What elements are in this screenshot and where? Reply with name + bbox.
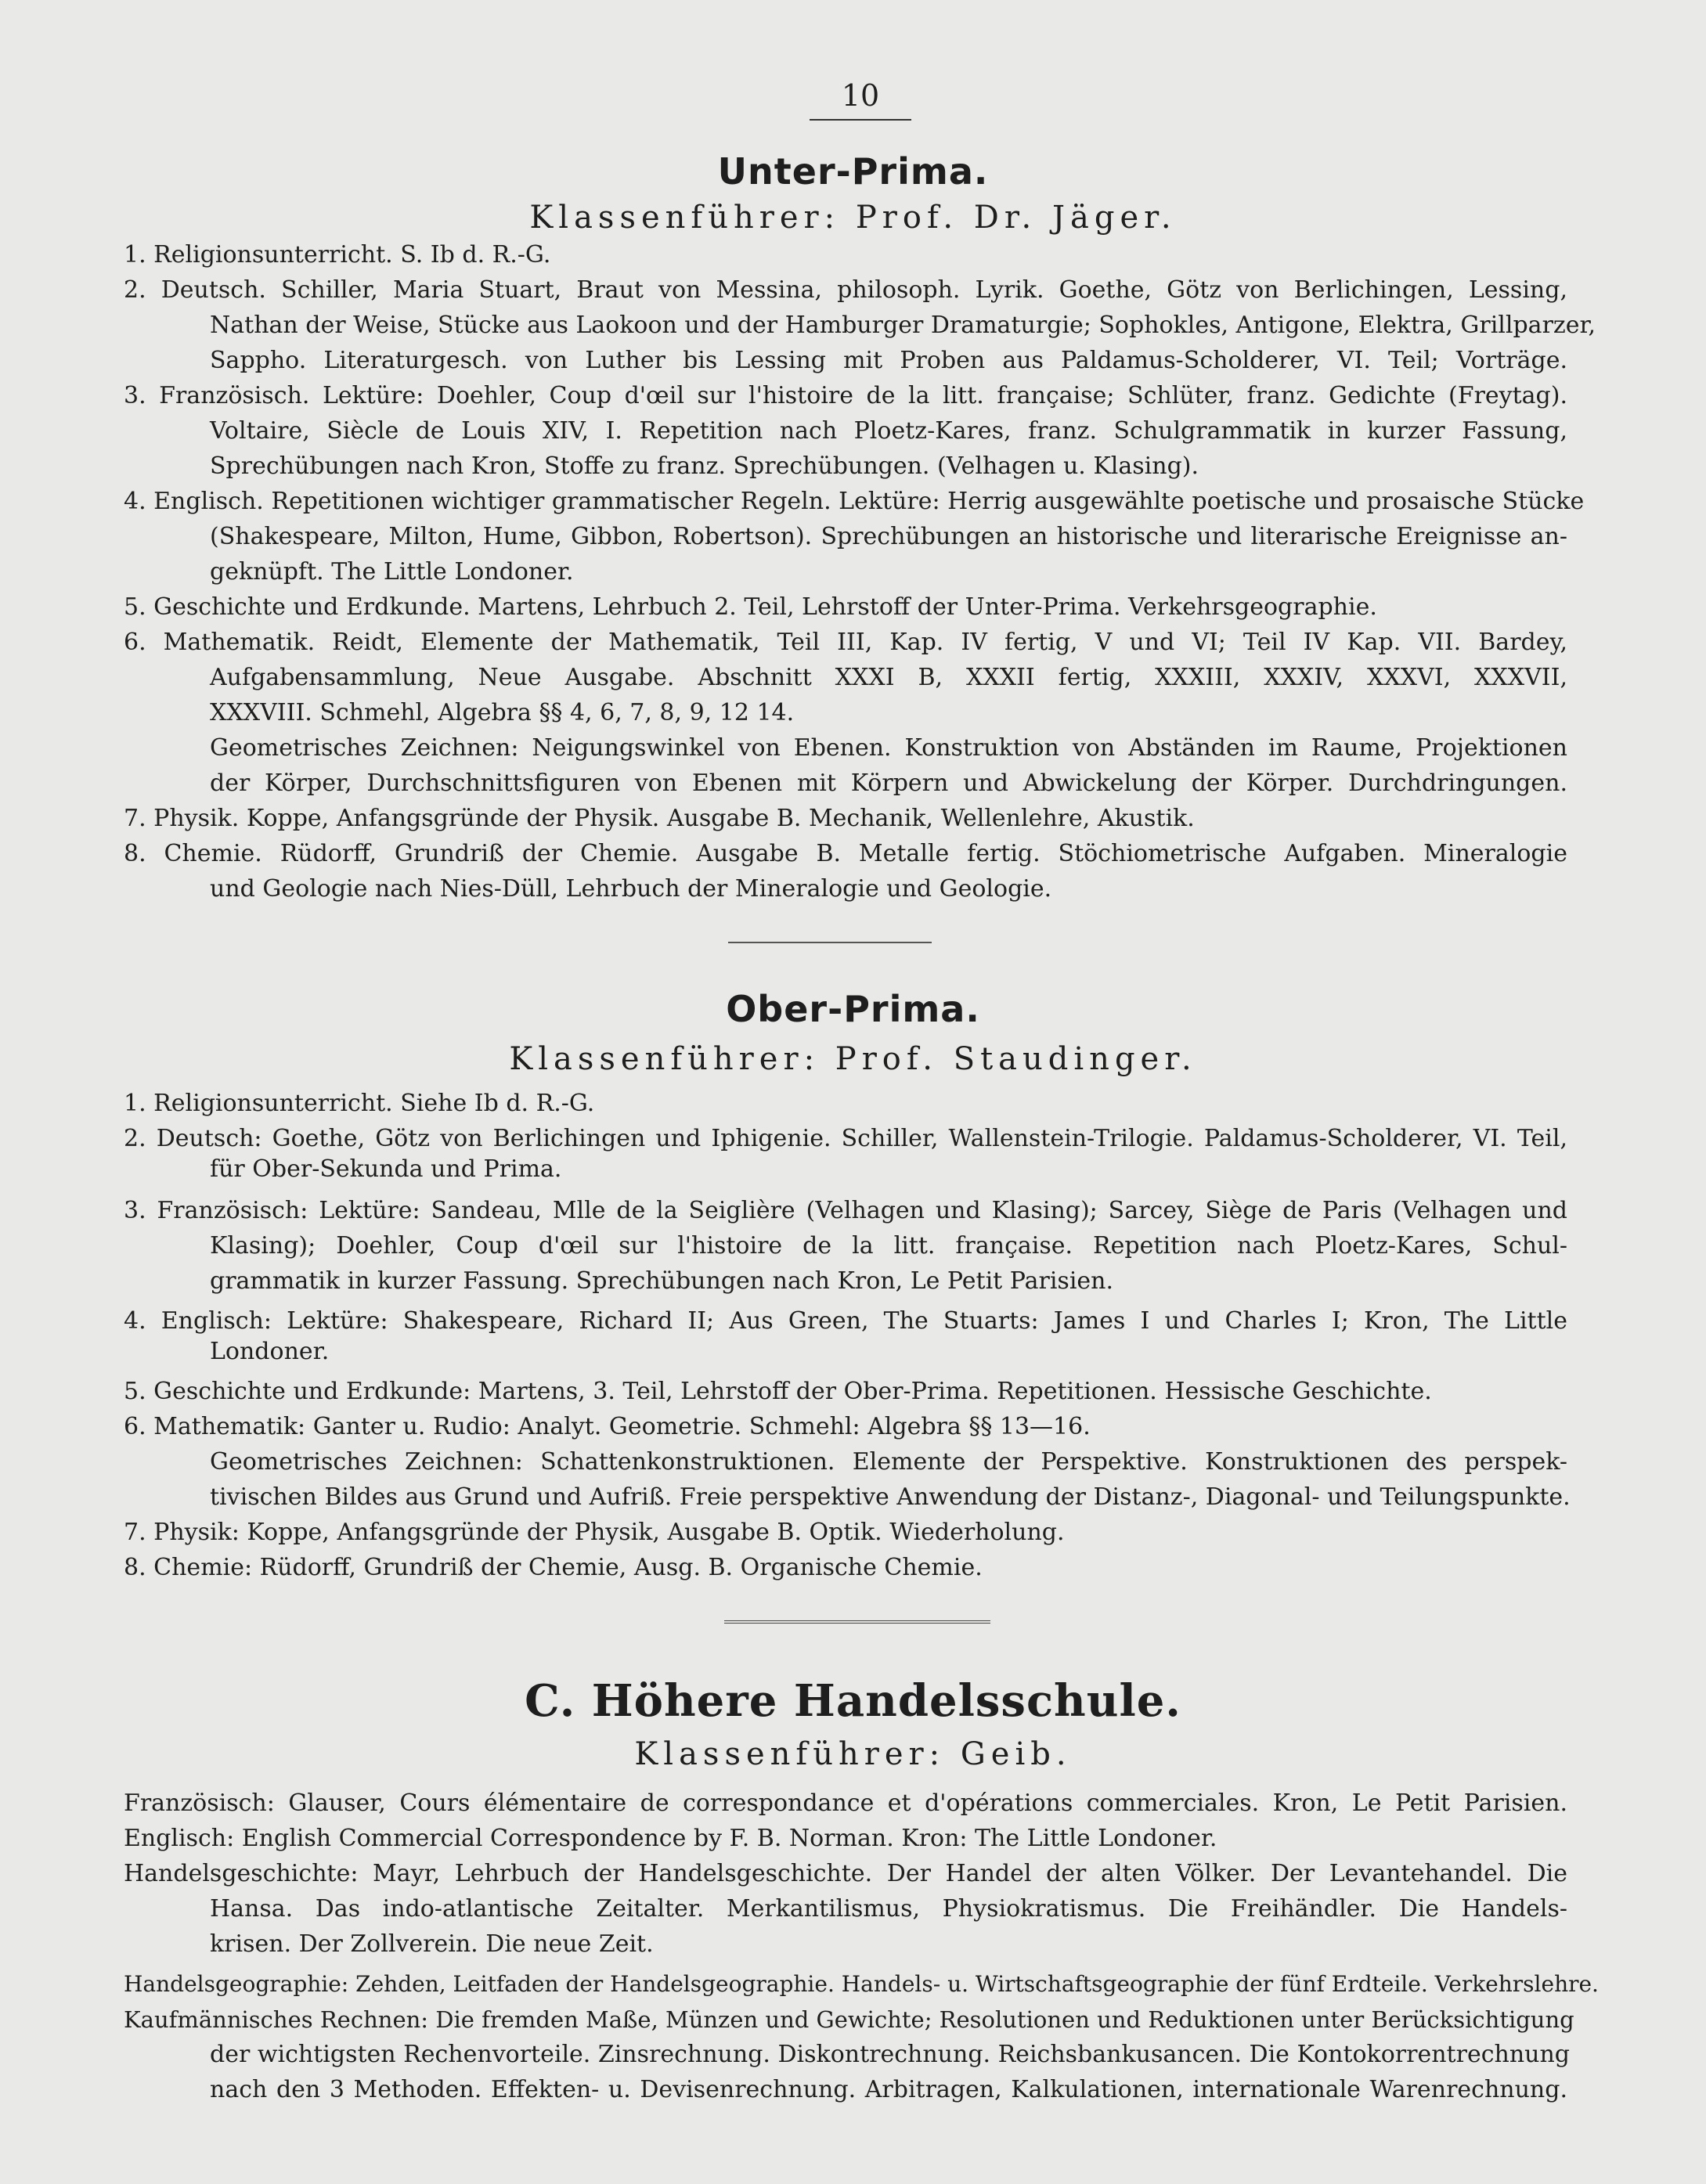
list-item: 7. Physik: Koppe, Anfangsgründe der Physik, Ausgabe B. Optik. Wiederholung. bbox=[124, 1519, 1065, 1546]
list-item: (Shakespeare, Milton, Hume, Gibbon, Robertson). Sprechübungen an historische und literarische Ereignisse an- bbox=[210, 523, 1567, 550]
list-item: 4. Englisch: Lektüre: Shakespeare, Richard II; Aus Green, The Stuarts: James I und Charles I; Kron, The Little bbox=[124, 1307, 1567, 1335]
list-item: krisen. Der Zollverein. Die neue Zeit. bbox=[210, 1930, 654, 1958]
list-item: der wichtigsten Rechenvorteile. Zinsrechnung. Diskontrechnung. Reichsbankusancen. Die Kontokorrentrechnung bbox=[210, 2041, 1570, 2068]
section-divider bbox=[724, 1620, 990, 1624]
list-item: für Ober-Sekunda und Prima. bbox=[210, 1155, 562, 1183]
section-title-unter-prima: Unter-Prima. bbox=[717, 150, 989, 193]
klassenfuehrer-handelsschule: Klassenführer: Geib. bbox=[634, 1736, 1072, 1772]
list-item: Aufgabensammlung, Neue Ausgabe. Abschnitt XXXI B, XXXII fertig, XXXIII, XXXIV, XXXVI, XXXVII, bbox=[210, 664, 1567, 691]
list-item: Hansa. Das indo-atlantische Zeitalter. Merkantilismus, Physiokratismus. Die Freihändler. Die Handels- bbox=[210, 1895, 1567, 1923]
list-item: Geometrisches Zeichnen: Schattenkonstruktionen. Elemente der Perspektive. Konstruktionen des perspek- bbox=[210, 1448, 1567, 1476]
list-item: 8. Chemie: Rüdorff, Grundriß der Chemie, Ausg. B. Organische Chemie. bbox=[124, 1554, 983, 1581]
list-item: nach den 3 Methoden. Effekten- u. Devisenrechnung. Arbitragen, Kalkulationen, internationale Warenrechnung. bbox=[210, 2076, 1567, 2103]
list-item: Sprechübungen nach Kron, Stoffe zu franz. Sprechübungen. (Velhagen u. Klasing). bbox=[210, 452, 1199, 480]
list-item: Kaufmännisches Rechnen: Die fremden Maße, Münzen und Gewichte; Resolutionen und Reduktionen unter Berücksichtigung bbox=[124, 2006, 1574, 2033]
list-item: Französisch: Glauser, Cours élémentaire de correspondance et d'opérations commerciales. Kron, Le Petit Parisien. bbox=[124, 1789, 1567, 1817]
list-item: 2. Deutsch: Goethe, Götz von Berlichingen und Iphigenie. Schiller, Wallenstein-Trilogie. Paldamus-Scholderer, VI. Teil, bbox=[124, 1125, 1567, 1152]
list-item: Sappho. Literaturgesch. von Luther bis Lessing mit Proben aus Paldamus-Scholderer, VI. Teil; Vorträge. bbox=[210, 347, 1567, 374]
list-item: geknüpft. The Little Londoner. bbox=[210, 558, 574, 586]
list-item: Voltaire, Siècle de Louis XIV, I. Repetition nach Ploetz-Kares, franz. Schulgrammatik in kurzer Fassung, bbox=[210, 417, 1567, 445]
list-item: 5. Geschichte und Erdkunde: Martens, 3. Teil, Lehrstoff der Ober-Prima. Repetitionen. Hessische Geschichte. bbox=[124, 1378, 1432, 1405]
list-item: 6. Mathematik: Ganter u. Rudio: Analyt. Geometrie. Schmehl: Algebra §§ 13—16. bbox=[124, 1413, 1091, 1440]
list-item: Nathan der Weise, Stücke aus Laokoon und der Hamburger Dramaturgie; Sophokles, Antigone, Elektra, Grillparzer, bbox=[210, 312, 1596, 339]
list-item: 1. Religionsunterricht. Siehe Ib d. R.-G. bbox=[124, 1090, 595, 1117]
list-item: Londoner. bbox=[210, 1338, 330, 1365]
list-item: 7. Physik. Koppe, Anfangsgründe der Physik. Ausgabe B. Mechanik, Wellenlehre, Akustik. bbox=[124, 805, 1195, 832]
klassenfuehrer-ober-prima: Klassenführer: Prof. Staudinger. bbox=[509, 1041, 1197, 1077]
list-item: 5. Geschichte und Erdkunde. Martens, Lehrbuch 2. Teil, Lehrstoff der Unter-Prima. Verkehrsgeographie. bbox=[124, 593, 1377, 621]
list-item: 3. Französisch: Lektüre: Sandeau, Mlle de la Seiglière (Velhagen und Klasing); Sarcey, Siège de Paris (Velhagen und bbox=[124, 1197, 1567, 1224]
section-title-handelsschule: C. Höhere Handelsschule. bbox=[525, 1675, 1181, 1727]
section-title-ober-prima: Ober-Prima. bbox=[726, 988, 980, 1030]
list-item: und Geologie nach Nies-Düll, Lehrbuch der Mineralogie und Geologie. bbox=[210, 875, 1052, 903]
list-item: Handelsgeschichte: Mayr, Lehrbuch der Handelsgeschichte. Der Handel der alten Völker. Der Levantehandel. Die bbox=[124, 1860, 1567, 1887]
list-item: grammatik in kurzer Fassung. Sprechübungen nach Kron, Le Petit Parisien. bbox=[210, 1267, 1114, 1295]
list-item: 4. Englisch. Repetitionen wichtiger grammatischer Regeln. Lektüre: Herrig ausgewählte poetische und prosaische Stücke bbox=[124, 488, 1585, 515]
list-item: Klasing); Doehler, Coup d'œil sur l'histoire de la litt. française. Repetition nach Ploetz-Kares, Schul- bbox=[210, 1232, 1567, 1260]
list-item: XXXVIII. Schmehl, Algebra §§ 4, 6, 7, 8, 9, 12 14. bbox=[210, 699, 795, 726]
page-number: 10 bbox=[810, 78, 911, 121]
list-item: 8. Chemie. Rüdorff, Grundriß der Chemie. Ausgabe B. Metalle fertig. Stöchiometrische Aufgaben. Mineralogie bbox=[124, 840, 1567, 867]
list-item: 6. Mathematik. Reidt, Elemente der Mathematik, Teil III, Kap. IV fertig, V und VI; Teil IV Kap. VII. Bardey, bbox=[124, 629, 1567, 656]
list-item: 3. Französisch. Lektüre: Doehler, Coup d'œil sur l'histoire de la litt. française; Schlüter, franz. Gedichte (Freytag). bbox=[124, 382, 1567, 409]
list-item: 1. Religionsunterricht. S. Ib d. R.-G. bbox=[124, 241, 551, 268]
klassenfuehrer-unter-prima: Klassenführer: Prof. Dr. Jäger. bbox=[529, 200, 1177, 236]
list-item: Geometrisches Zeichnen: Neigungswinkel von Ebenen. Konstruktion von Abständen im Raume, Projektionen bbox=[210, 734, 1567, 762]
list-item: tivischen Bildes aus Grund und Aufriß. Freie perspektive Anwendung der Distanz-, Diagonal- und Teilungspunkte. bbox=[210, 1483, 1571, 1511]
list-item: 2. Deutsch. Schiller, Maria Stuart, Braut von Messina, philosoph. Lyrik. Goethe, Götz von Berlichingen, Lessing, bbox=[124, 276, 1567, 304]
list-item: Handelsgeographie: Zehden, Leitfaden der Handelsgeographie. Handels- u. Wirtschaftsgeographie der fünf Erdteile. Verkehrslehre. bbox=[124, 1971, 1599, 1997]
section-divider bbox=[728, 942, 932, 943]
list-item: der Körper, Durchschnittsfiguren von Ebenen mit Körpern und Abwickelung der Körper. Durchdringungen. bbox=[210, 769, 1567, 797]
list-item: Englisch: English Commercial Correspondence by F. B. Norman. Kron: The Little Londoner. bbox=[124, 1825, 1217, 1852]
